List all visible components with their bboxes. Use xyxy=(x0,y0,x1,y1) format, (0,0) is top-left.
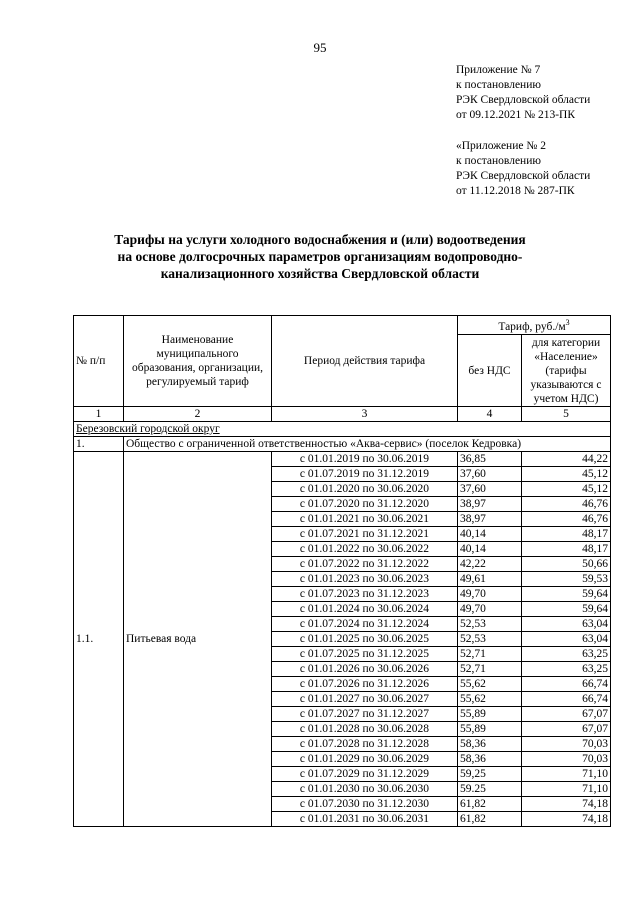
tariff-period: с 01.07.2028 по 31.12.2028 xyxy=(272,737,458,752)
organization-row xyxy=(74,437,611,452)
item-name: Питьевая вода xyxy=(124,452,272,827)
page-number: 95 xyxy=(313,40,327,55)
appendix-line: к постановлению xyxy=(456,155,541,167)
organization-number: 1. xyxy=(74,437,124,452)
appendix-line: от 11.12.2018 № 287-ПК xyxy=(456,185,575,197)
district-row xyxy=(74,422,611,437)
tariff-period: с 01.07.2024 по 31.12.2024 xyxy=(272,617,458,632)
title-line: канализационного хозяйства Свердловской области xyxy=(160,266,480,281)
tariff-population: 48,17 xyxy=(522,542,611,557)
tariff-population: 63,25 xyxy=(522,662,611,677)
tariff-period: с 01.07.2029 по 31.12.2029 xyxy=(272,767,458,782)
tariff-no-vat: 38,97 xyxy=(458,497,522,512)
tariff-period: с 01.07.2027 по 31.12.2027 xyxy=(272,707,458,722)
tariff-no-vat: 55,89 xyxy=(458,707,522,722)
tariff-period: с 01.07.2030 по 31.12.2030 xyxy=(272,797,458,812)
tariff-no-vat: 36,85 xyxy=(458,452,522,467)
tariff-population: 46,76 xyxy=(522,497,611,512)
tariff-period: с 01.01.2027 по 30.06.2027 xyxy=(272,692,458,707)
tariff-population: 66,74 xyxy=(522,677,611,692)
appendix-line: к постановлению xyxy=(456,79,541,91)
header-population: для категории «Население» (тарифы указываются с учетом НДС) xyxy=(522,335,611,407)
header-tariff xyxy=(458,316,611,335)
tariff-period: с 01.01.2024 по 30.06.2024 xyxy=(272,602,458,617)
tariff-no-vat: 40,14 xyxy=(458,527,522,542)
tariff-period: с 01.07.2019 по 31.12.2019 xyxy=(272,467,458,482)
column-index: 5 xyxy=(522,407,611,422)
tariff-period: с 01.07.2023 по 31.12.2023 xyxy=(272,587,458,602)
district-name: Березовский городской округ xyxy=(74,422,611,437)
tariff-period: с 01.01.2029 по 30.06.2029 xyxy=(272,752,458,767)
tariff-population: 74,18 xyxy=(522,812,611,827)
appendix-line: Приложение № 7 xyxy=(456,64,541,76)
appendix-line: РЭК Свердловской области xyxy=(456,94,591,106)
header-period: Период действия тарифа xyxy=(272,316,458,407)
tariff-population: 59,64 xyxy=(522,602,611,617)
tariff-no-vat: 42,22 xyxy=(458,557,522,572)
column-index: 2 xyxy=(124,407,272,422)
tariff-no-vat: 38,97 xyxy=(458,512,522,527)
tariff-period: с 01.01.2025 по 30.06.2025 xyxy=(272,632,458,647)
tariff-period: с 01.01.2021 по 30.06.2021 xyxy=(272,512,458,527)
tariff-period: с 01.07.2022 по 31.12.2022 xyxy=(272,557,458,572)
tariff-no-vat: 59,25 xyxy=(458,767,522,782)
tariff-period: с 01.07.2026 по 31.12.2026 xyxy=(272,677,458,692)
tariff-no-vat: 52,53 xyxy=(458,632,522,647)
tariff-period: с 01.01.2022 по 30.06.2022 xyxy=(272,542,458,557)
document-title xyxy=(70,231,570,282)
tariff-population: 63,04 xyxy=(522,617,611,632)
organization-name: Общество с ограниченной ответственностью «Аква-сервис» (поселок Кедровка) xyxy=(124,437,611,452)
tariff-population: 67,07 xyxy=(522,707,611,722)
tariff-no-vat: 49,70 xyxy=(458,602,522,617)
tariff-population: 48,17 xyxy=(522,527,611,542)
column-index: 3 xyxy=(272,407,458,422)
tariff-period: с 01.01.2026 по 30.06.2026 xyxy=(272,662,458,677)
tariff-no-vat: 52,71 xyxy=(458,662,522,677)
tariff-table xyxy=(73,315,611,827)
tariff-no-vat: 52,71 xyxy=(458,647,522,662)
tariff-period: с 01.01.2028 по 30.06.2028 xyxy=(272,722,458,737)
tariff-no-vat: 49,70 xyxy=(458,587,522,602)
tariff-population: 71,10 xyxy=(522,767,611,782)
tariff-period: с 01.07.2025 по 31.12.2025 xyxy=(272,647,458,662)
tariff-no-vat: 37,60 xyxy=(458,467,522,482)
tariff-population: 45,12 xyxy=(522,482,611,497)
tariff-no-vat: 55,62 xyxy=(458,677,522,692)
tariff-population: 67,07 xyxy=(522,722,611,737)
tariff-population: 46,76 xyxy=(522,512,611,527)
tariff-population: 50,66 xyxy=(522,557,611,572)
tariff-population: 66,74 xyxy=(522,692,611,707)
tariff-population: 70,03 xyxy=(522,752,611,767)
tariff-no-vat: 61,82 xyxy=(458,812,522,827)
tariff-no-vat: 58,36 xyxy=(458,752,522,767)
tariff-period: с 01.01.2031 по 30.06.2031 xyxy=(272,812,458,827)
tariff-no-vat: 55,62 xyxy=(458,692,522,707)
appendix-line: РЭК Свердловской области xyxy=(456,170,591,182)
tariff-no-vat: 52,53 xyxy=(458,617,522,632)
tariff-period: с 01.01.2020 по 30.06.2020 xyxy=(272,482,458,497)
tariff-no-vat: 40,14 xyxy=(458,542,522,557)
title-line: Тарифы на услуги холодного водоснабжения и (или) водоотведения xyxy=(114,232,526,247)
header-no-vat: без НДС xyxy=(458,335,522,407)
tariff-population: 71,10 xyxy=(522,782,611,797)
item-number: 1.1. xyxy=(74,452,124,827)
tariff-no-vat: 37,60 xyxy=(458,482,522,497)
tariff-no-vat: 59.25 xyxy=(458,782,522,797)
header-tariff-unit: Тариф, руб./м xyxy=(498,320,566,333)
appendix-line: «Приложение № 2 xyxy=(456,140,546,152)
tariff-period: с 01.01.2019 по 30.06.2019 xyxy=(272,452,458,467)
tariff-period: с 01.07.2021 по 31.12.2021 xyxy=(272,527,458,542)
header-name: Наименование муниципального образования, организации, регулируемый тариф xyxy=(124,316,272,407)
tariff-population: 70,03 xyxy=(522,737,611,752)
column-index: 4 xyxy=(458,407,522,422)
column-index-row xyxy=(74,407,611,422)
tariff-period: с 01.01.2023 по 30.06.2023 xyxy=(272,572,458,587)
tariff-population: 45,12 xyxy=(522,467,611,482)
header-tariff-exponent: 3 xyxy=(565,318,570,328)
tariff-no-vat: 61,82 xyxy=(458,797,522,812)
tariff-population: 59,53 xyxy=(522,572,611,587)
tariff-population: 74,18 xyxy=(522,797,611,812)
table-row xyxy=(74,452,611,467)
tariff-population: 63,25 xyxy=(522,647,611,662)
appendix-line: от 09.12.2021 № 213-ПК xyxy=(456,109,576,121)
appendix-reference-original xyxy=(456,139,590,199)
title-line: на основе долгосрочных параметров организациям водопроводно- xyxy=(117,249,523,264)
appendix-reference-current xyxy=(456,63,590,123)
tariff-population: 63,04 xyxy=(522,632,611,647)
header-number: № п/п xyxy=(74,316,124,407)
tariff-no-vat: 49,61 xyxy=(458,572,522,587)
tariff-no-vat: 55,89 xyxy=(458,722,522,737)
tariff-no-vat: 58,36 xyxy=(458,737,522,752)
tariff-population: 59,64 xyxy=(522,587,611,602)
tariff-period: с 01.07.2020 по 31.12.2020 xyxy=(272,497,458,512)
tariff-period: с 01.01.2030 по 30.06.2030 xyxy=(272,782,458,797)
column-index: 1 xyxy=(74,407,124,422)
tariff-population: 44,22 xyxy=(522,452,611,467)
